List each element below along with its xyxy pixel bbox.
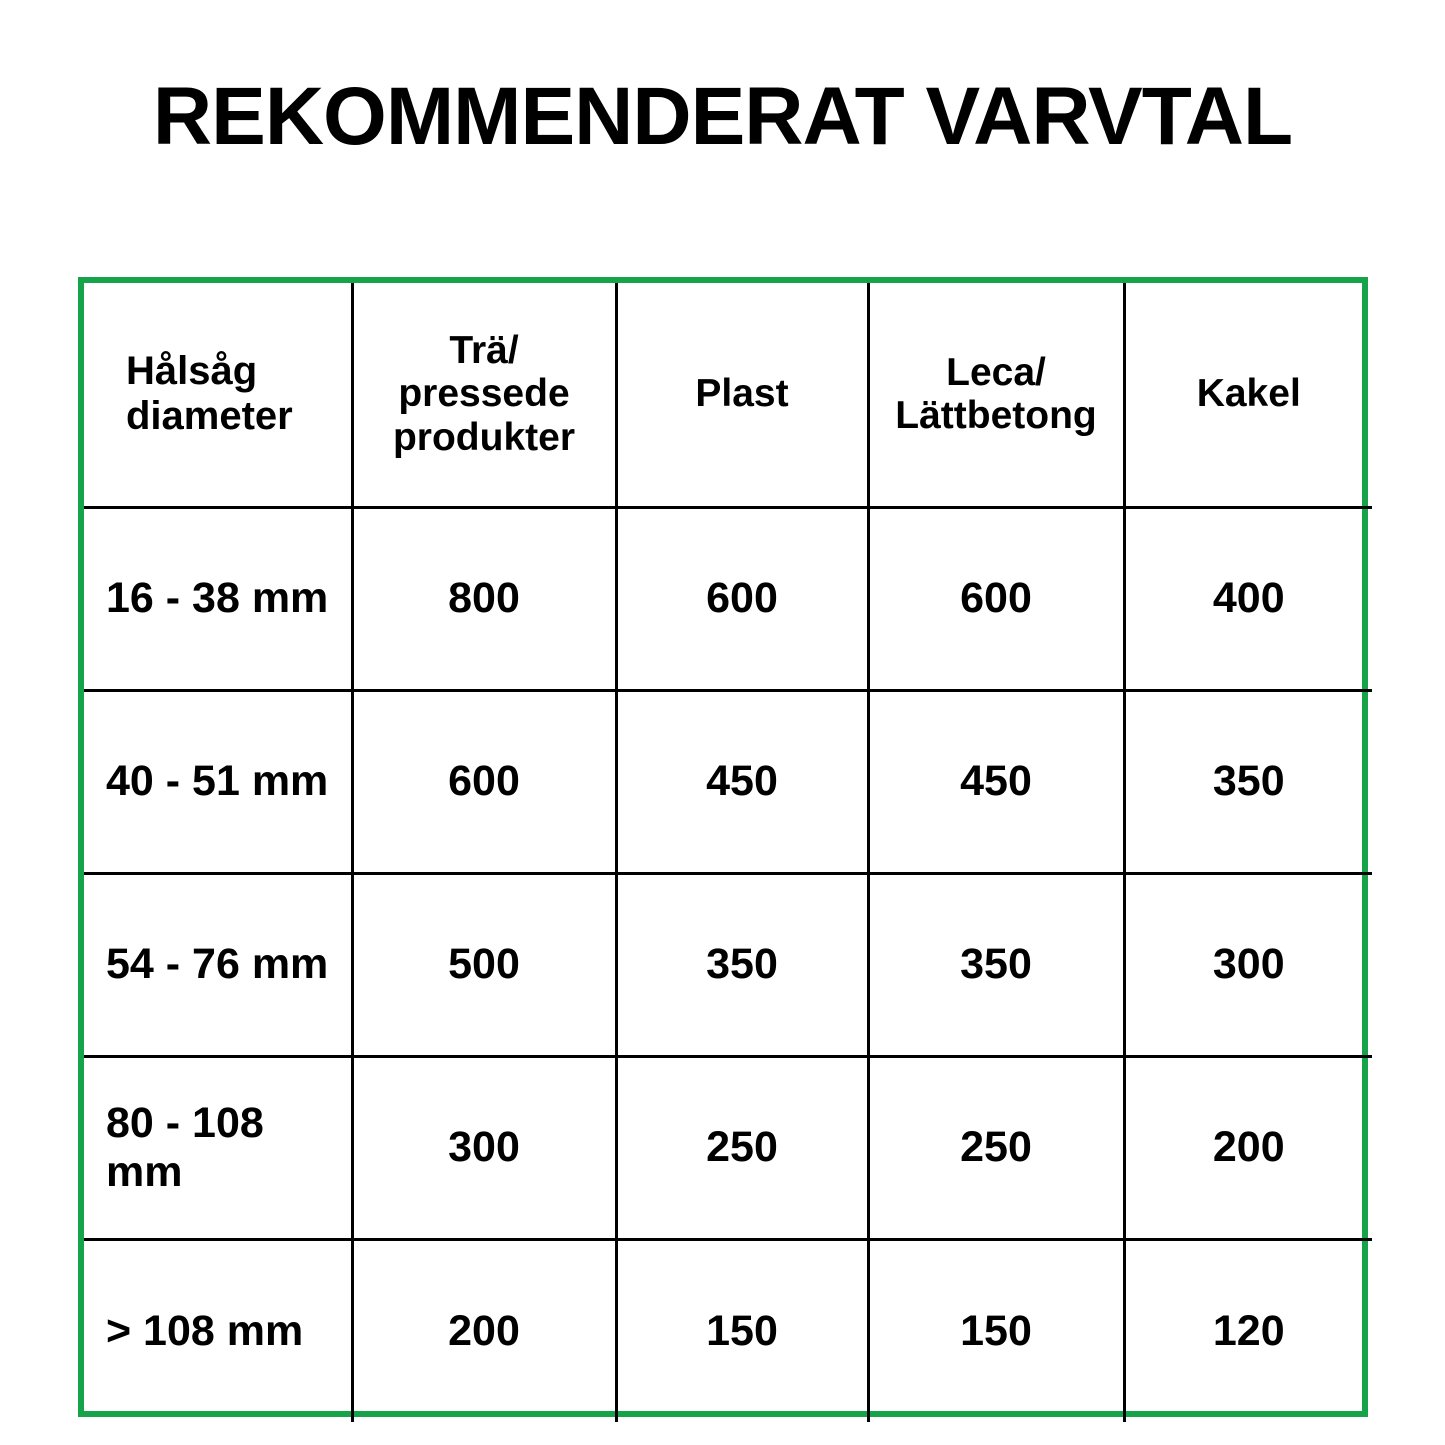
cell-plastic: 600 [616, 507, 868, 690]
cell-wood: 600 [352, 690, 616, 873]
cell-tile: 400 [1124, 507, 1372, 690]
cell-tile: 350 [1124, 690, 1372, 873]
cell-wood: 200 [352, 1239, 616, 1422]
cell-leca: 150 [868, 1239, 1124, 1422]
table-body [84, 507, 1372, 1422]
column-header-diameter-line1: Hålsåg [126, 349, 258, 394]
column-header-leca-line1: Leca/ [946, 350, 1046, 394]
column-header-wood-line2: produkter [392, 416, 575, 460]
cell-plastic: 450 [616, 690, 868, 873]
cell-leca: 250 [868, 1056, 1124, 1239]
table-row [84, 507, 1372, 690]
table-header-row [84, 283, 1372, 507]
cell-wood: 800 [352, 507, 616, 690]
cell-plastic: 250 [616, 1056, 868, 1239]
row-header-diameter: 16 - 38 mm [84, 507, 352, 690]
cell-leca: 450 [868, 690, 1124, 873]
row-header-diameter: 40 - 51 mm [84, 690, 352, 873]
table-row [84, 1239, 1372, 1422]
column-header-tile-line1: Kakel [1196, 372, 1301, 416]
cell-tile: 120 [1124, 1239, 1372, 1422]
page-title: REKOMMENDERAT VARVTAL [152, 71, 1293, 162]
column-header-leca [868, 283, 1124, 507]
cell-wood: 300 [352, 1056, 616, 1239]
column-header-plastic-line1: Plast [695, 372, 789, 416]
table-row [84, 690, 1372, 873]
recommended-speed-table [84, 283, 1372, 1422]
column-header-tile [1124, 283, 1372, 507]
table-row [84, 1056, 1372, 1239]
row-header-diameter: 54 - 76 mm [84, 873, 352, 1056]
table-row [84, 873, 1372, 1056]
column-header-wood [352, 283, 616, 507]
speed-table-frame [78, 277, 1368, 1417]
cell-plastic: 350 [616, 873, 868, 1056]
cell-tile: 200 [1124, 1056, 1372, 1239]
column-header-leca-line2: Lättbetong [895, 394, 1097, 438]
column-header-plastic [616, 283, 868, 507]
cell-leca: 350 [868, 873, 1124, 1056]
row-header-diameter: 80 - 108 mm [84, 1056, 352, 1239]
table-header [84, 283, 1372, 507]
column-header-diameter [84, 283, 352, 507]
cell-tile: 300 [1124, 873, 1372, 1056]
cell-leca: 600 [868, 507, 1124, 690]
column-header-diameter-line2: diameter [126, 394, 293, 439]
cell-plastic: 150 [616, 1239, 868, 1422]
cell-wood: 500 [352, 873, 616, 1056]
row-header-diameter: > 108 mm [84, 1239, 352, 1422]
column-header-wood-line1: Trä/ pressede [398, 328, 570, 416]
